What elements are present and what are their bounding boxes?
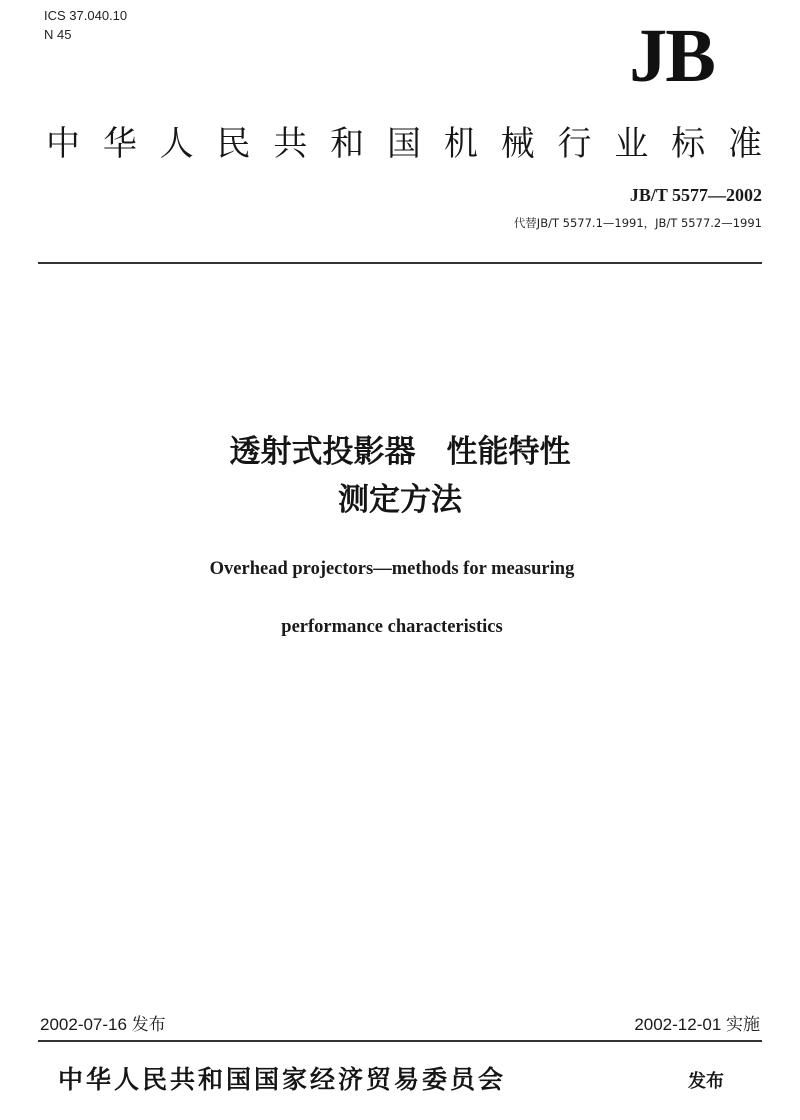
standard-number: [630, 184, 762, 206]
issuing-authority: 中华人民共和国国家经济贸易委员会: [58, 1065, 507, 1094]
english-title-line-1: Overhead projectors—methods for measuring: [209, 559, 575, 579]
replaces-note: 代替JB/T 5577.1—1991，JB/T 5577.2—1991: [513, 216, 762, 230]
top-divider: [38, 262, 762, 264]
implement-date: 2002-12-01 实施: [634, 1015, 760, 1034]
bottom-divider: [38, 1040, 762, 1042]
chinese-title: [0, 428, 800, 524]
english-title-line-2: performance characteristics: [281, 617, 503, 637]
chinese-title-line-1: 透射式投影器 性能特性: [229, 434, 571, 470]
ccs-code: N 45: [44, 27, 72, 42]
issuing-action: 发布: [688, 1071, 724, 1092]
publish-date: 2002-07-16 发布: [40, 1015, 166, 1034]
ics-code: ICS 37.040.10: [44, 8, 128, 23]
chinese-title-line-2: 测定方法: [338, 482, 462, 518]
standard-number-text: JB/T 5577—2002: [629, 185, 762, 205]
classification-codes: [44, 6, 127, 44]
jb-logo: JB: [629, 14, 714, 98]
standard-category-title: 中华人民共和国机械行业标准: [46, 124, 762, 164]
